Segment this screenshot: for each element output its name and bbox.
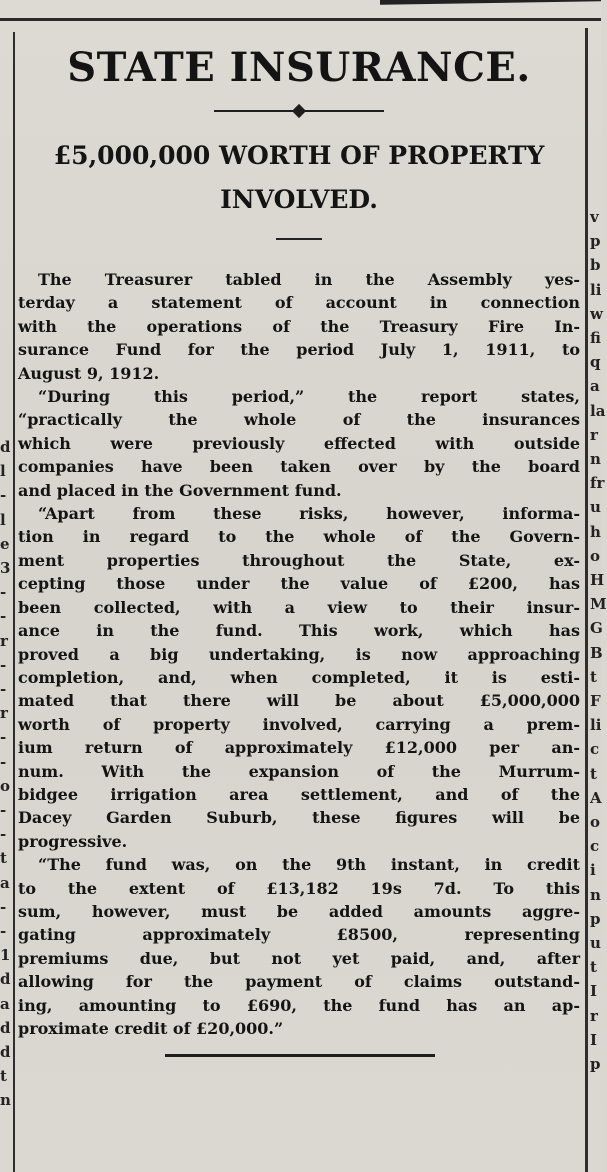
ornament-divider: [214, 104, 384, 118]
column-fragment: H: [590, 571, 605, 589]
column-fragment: u: [590, 498, 601, 517]
column-fragment: p: [590, 232, 601, 251]
article-line: and placed in the Government fund.: [18, 480, 342, 500]
column-fragment: d: [0, 1043, 11, 1061]
column-fragment: -: [0, 583, 7, 602]
column-fragment: a: [0, 994, 10, 1013]
column-fragment: q: [590, 353, 601, 372]
article-line: August 9, 1912.: [18, 363, 160, 383]
column-fragment: v: [590, 208, 599, 226]
column-fragment: t: [590, 764, 597, 783]
column-fragment: b: [590, 256, 601, 275]
article-line: ance in the fund. This work, which has: [18, 621, 580, 641]
column-fragment: I: [590, 1030, 598, 1049]
article-line: “The fund was, on the 9th instant, in credit: [38, 855, 580, 875]
column-fragment: o: [590, 546, 601, 565]
left-column-rule: [13, 32, 15, 1172]
column-fragment: F: [590, 692, 601, 710]
previous-article-fragment: [380, 0, 601, 12]
article-line: ium return of approximately £12,000 per an-: [18, 738, 580, 758]
column-fragment: G: [590, 619, 603, 638]
headline: STATE INSURANCE.: [67, 44, 531, 91]
article-line: Dacey Garden Suburb, these figures will be: [18, 808, 580, 828]
column-fragment: -: [0, 922, 7, 940]
column-fragment: u: [590, 934, 601, 952]
column-fragment: o: [590, 813, 601, 831]
column-fragment: -: [0, 897, 7, 916]
article-line: to the extent of £13,182 19s 7d. To this: [18, 878, 580, 898]
article-line: progressive.: [18, 831, 128, 851]
column-fragment: r: [0, 631, 8, 650]
article-line: surance Fund for the period July 1, 1911, to: [18, 340, 580, 360]
column-fragment: r: [590, 425, 598, 444]
column-fragment: n: [0, 1091, 11, 1110]
article-line: sum, however, must be added amounts aggre-: [18, 901, 580, 921]
article-line: completion, and, when completed, it is esti-: [18, 667, 580, 687]
article-line: gating approximately £8500, representing: [18, 925, 580, 945]
article-line: terday a statement of account in connection: [18, 293, 580, 313]
column-fragment: d: [0, 970, 11, 989]
article-line: ment properties throughout the State, ex-: [18, 550, 580, 570]
article-line: ing, amounting to £690, the fund has an ap-: [18, 995, 580, 1015]
right-column-rule: [585, 28, 588, 1172]
column-fragment: li: [590, 280, 602, 299]
column-fragment: l: [0, 510, 6, 529]
article-line: mated that there will be about £5,000,000: [18, 691, 580, 711]
article-line: which were previously effected with outside: [18, 433, 580, 453]
short-divider: [276, 238, 322, 240]
column-fragment: o: [0, 776, 11, 795]
column-fragment: p: [590, 909, 601, 928]
article-line: The Treasurer tabled in the Assembly yes-: [38, 270, 580, 289]
column-fragment: r: [590, 1006, 598, 1025]
article-line: “practically the whole of the insurances: [18, 410, 580, 430]
column-fragment: t: [590, 667, 597, 686]
column-fragment: d: [0, 1018, 11, 1037]
column-fragment: A: [590, 788, 602, 807]
subheadline-line-1: £5,000,000 WORTH OF PROPERTY: [53, 141, 545, 170]
column-fragment: -: [0, 801, 7, 819]
article-line: proximate credit of £20,000.”: [18, 1019, 284, 1038]
article-line: bidgee irrigation area settlement, and of the: [18, 784, 580, 804]
article-line: been collected, with a view to their insur-: [18, 597, 580, 617]
column-fragment: M: [590, 595, 607, 614]
column-fragment: -: [0, 825, 7, 844]
column-fragment: B: [590, 643, 603, 662]
article-line: worth of property involved, carrying a prem-: [18, 714, 580, 734]
column-fragment: d: [0, 438, 11, 456]
column-fragment: n: [590, 450, 601, 468]
column-fragment: p: [590, 1055, 601, 1073]
article-line: allowing for the payment of claims outstand-: [18, 972, 580, 992]
column-fragment: -: [0, 728, 7, 747]
column-fragment: t: [0, 1067, 7, 1086]
column-fragment: I: [590, 982, 598, 1001]
column-fragment: r: [0, 704, 8, 723]
article-line: proved a big undertaking, is now approaching: [18, 644, 580, 664]
article-line: companies have been taken over by the board: [18, 457, 580, 477]
column-fragment: w: [590, 304, 603, 323]
column-fragment: c: [590, 837, 600, 856]
column-fragment: -: [0, 607, 7, 626]
column-fragment: e: [0, 534, 10, 553]
article-line: tion in regard to the whole of the Govern-: [18, 527, 580, 547]
column-fragment: l: [0, 462, 6, 481]
column-fragment: fi: [590, 329, 601, 347]
article-body: [18, 268, 580, 1040]
column-fragment: -: [0, 655, 7, 674]
article-line: “Apart from these risks, however, informa-: [38, 504, 580, 524]
article-line: num. With the expansion of the Murrum-: [18, 761, 580, 781]
article-line: with the operations of the Treasury Fire In-: [18, 316, 580, 336]
column-fragment: -: [0, 752, 7, 771]
end-of-article-rule: [165, 1054, 435, 1057]
article-line: “During this period,” the report states,: [38, 387, 580, 407]
column-fragment: t: [0, 849, 7, 868]
column-fragment: 3: [0, 559, 11, 577]
column-fragment: h: [590, 522, 601, 541]
article-line: cepting those under the value of £200, has: [18, 574, 580, 594]
column-fragment: -: [0, 486, 7, 505]
subheadline: [18, 134, 580, 222]
column-fragment: c: [590, 740, 600, 759]
column-fragment: fr: [590, 474, 605, 493]
article: [18, 30, 580, 1040]
column-fragment: t: [590, 958, 597, 977]
column-fragment: n: [590, 885, 601, 904]
column-fragment: i: [590, 861, 596, 880]
column-fragment: li: [590, 716, 602, 735]
column-fragment: 1: [0, 946, 11, 965]
column-fragment: a: [590, 377, 600, 396]
article-line: premiums due, but not yet paid, and, after: [18, 948, 580, 968]
top-column-rule: [0, 18, 601, 21]
column-fragment: la: [590, 401, 606, 420]
column-fragment: a: [0, 873, 10, 892]
subheadline-line-2: INVOLVED.: [220, 185, 378, 214]
column-fragment: -: [0, 680, 7, 698]
